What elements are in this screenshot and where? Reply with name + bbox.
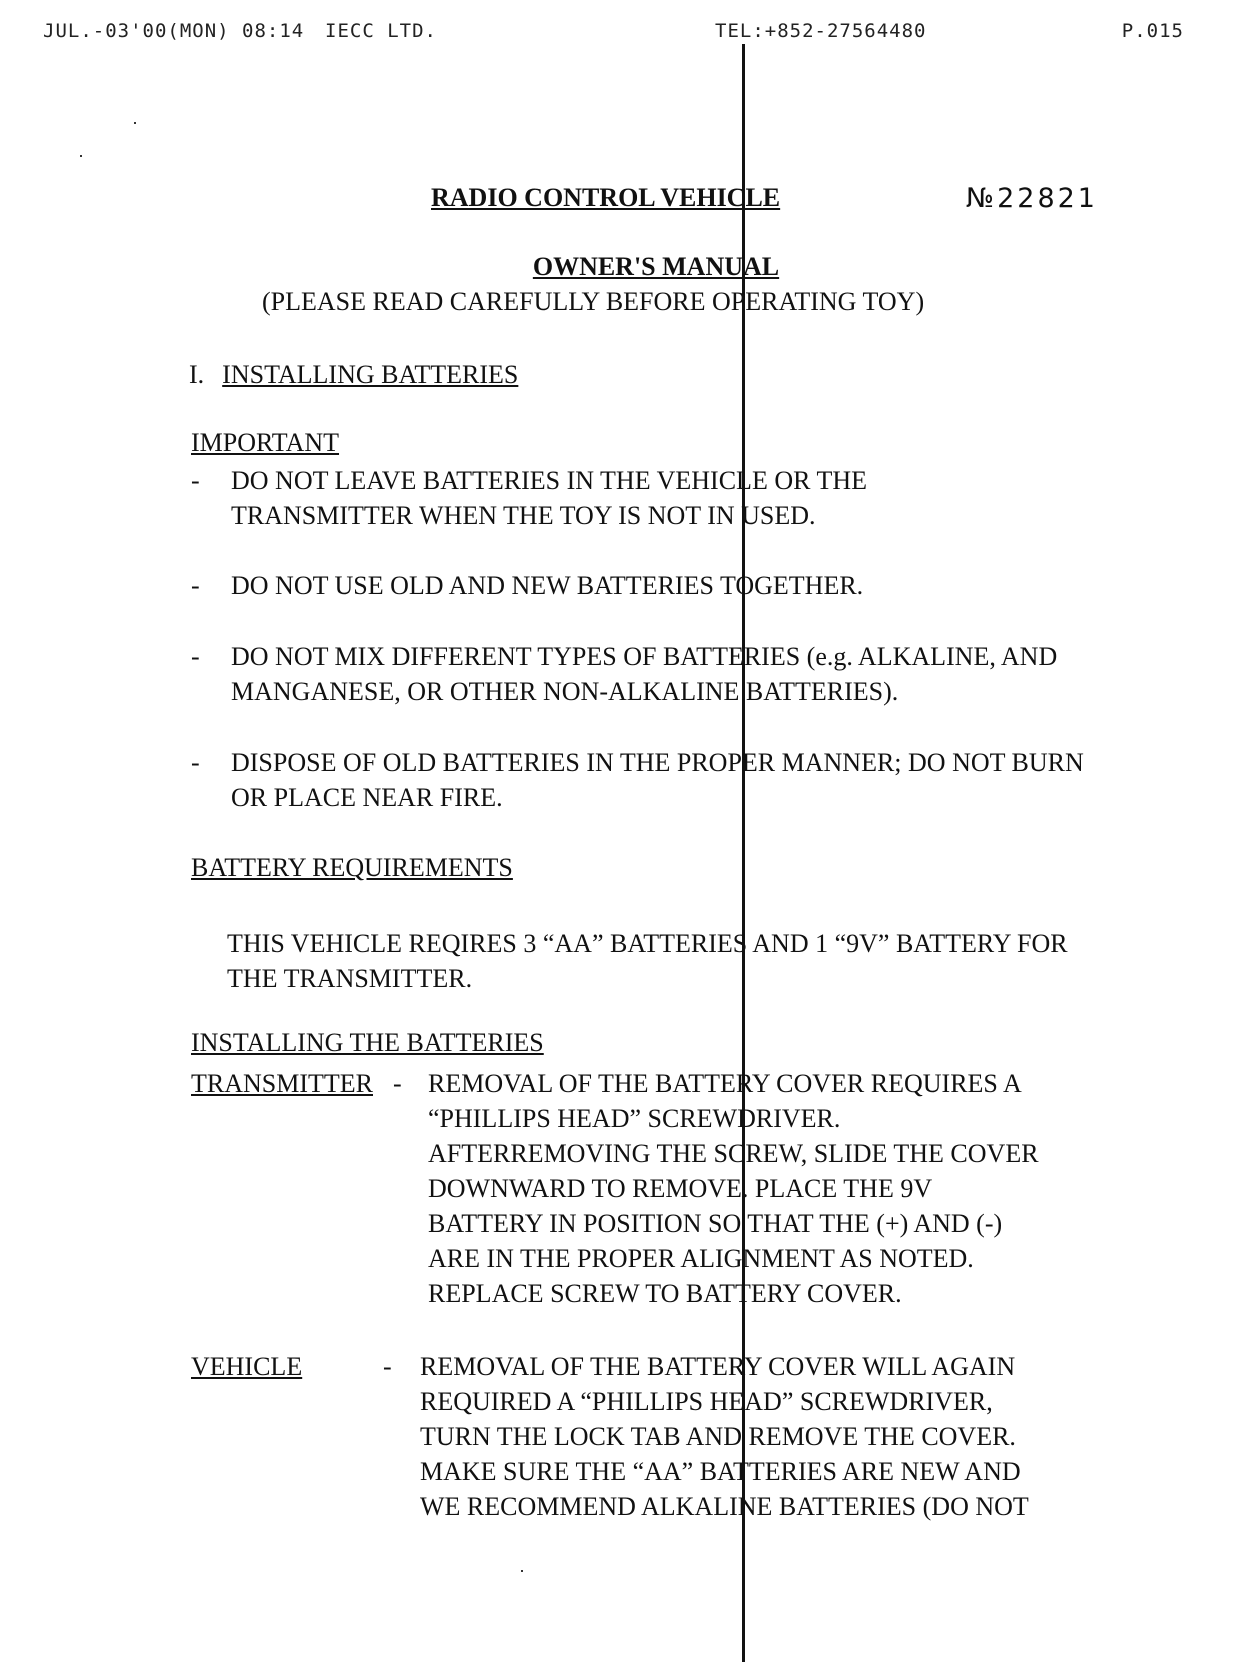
bullet-dash: -	[191, 642, 200, 671]
instruction-line: ARE IN THE PROPER ALIGNMENT AS NOTED.	[428, 1244, 974, 1273]
section-heading	[189, 360, 518, 390]
bullet-dash: -	[191, 748, 200, 777]
important-item-text: DO NOT MIX DIFFERENT TYPES OF BATTERIES (e.g. ALKALINE, AND MANGANESE, OR OTHER NON-ALKALINE BATTERIES).	[231, 642, 1058, 706]
important-heading: IMPORTANT	[191, 428, 340, 457]
read-instruction: (PLEASE READ CAREFULLY BEFORE OPERATING TOY)	[262, 287, 925, 316]
instruction-line: REMOVAL OF THE BATTERY COVER WILL AGAIN	[420, 1352, 1016, 1381]
important-item-text: DO NOT LEAVE BATTERIES IN THE VEHICLE OR THE TRANSMITTER WHEN THE TOY IS NOT IN USED.	[231, 466, 868, 530]
instruction-line: AFTERREMOVING THE SCREW, SLIDE THE COVER	[428, 1139, 1039, 1168]
battery-requirements-text: THIS VEHICLE REQIRES 3 “AA” BATTERIES AND 1 “9V” BATTERY FOR THE TRANSMITTER.	[227, 929, 1068, 993]
scan-speck	[80, 155, 82, 157]
important-item-text: DISPOSE OF OLD BATTERIES IN THE PROPER MANNER; DO NOT BURN OR PLACE NEAR FIRE.	[231, 748, 1084, 812]
instruction-line: MAKE SURE THE “AA” BATTERIES ARE NEW AND	[420, 1457, 1021, 1486]
document-subtitle: OWNER'S MANUAL	[532, 252, 780, 281]
scan-speck	[134, 122, 136, 124]
installing-heading: INSTALLING THE BATTERIES	[191, 1028, 544, 1057]
document-title: RADIO CONTROL VEHICLE	[431, 183, 781, 212]
vehicle-label: VEHICLE	[191, 1352, 303, 1381]
fax-telephone: TEL:+852-27564480	[715, 20, 927, 42]
vehicle-dash: -	[383, 1352, 392, 1381]
vehicle-text	[420, 1349, 1140, 1524]
important-item	[191, 745, 1091, 815]
instruction-line: REQUIRED A “PHILLIPS HEAD” SCREWDRIVER,	[420, 1387, 993, 1416]
transmitter-dash: -	[393, 1069, 402, 1098]
instruction-line: TURN THE LOCK TAB AND REMOVE THE COVER.	[420, 1422, 1016, 1451]
section-title: INSTALLING BATTERIES	[222, 360, 519, 389]
instruction-line: DOWNWARD TO REMOVE. PLACE THE 9V	[428, 1174, 933, 1203]
instruction-line: REMOVAL OF THE BATTERY COVER REQUIRES A	[428, 1069, 1022, 1098]
bullet-dash: -	[191, 571, 200, 600]
bullet-dash: -	[191, 466, 200, 495]
scan-speck	[521, 1570, 523, 1572]
transmitter-text	[428, 1066, 1148, 1311]
serial-number: №22821	[966, 183, 1098, 214]
instruction-line: REPLACE SCREW TO BATTERY COVER.	[428, 1279, 902, 1308]
section-number: I.	[189, 360, 205, 389]
fax-page-number: P.015	[1121, 20, 1184, 42]
transmitter-label: TRANSMITTER	[191, 1069, 373, 1098]
important-item	[191, 463, 981, 533]
important-item	[191, 639, 1091, 709]
important-item	[191, 568, 1131, 603]
instruction-line: “PHILLIPS HEAD” SCREWDRIVER.	[428, 1104, 841, 1133]
fax-date: JUL.-03'00(MON) 08:14	[43, 20, 305, 42]
instruction-line: WE RECOMMEND ALKALINE BATTERIES (DO NOT	[420, 1492, 1029, 1521]
important-item-text: DO NOT USE OLD AND NEW BATTERIES TOGETHER.	[231, 571, 864, 600]
fax-company: IECC LTD.	[325, 20, 437, 42]
fax-header	[43, 20, 1184, 46]
battery-requirements-heading: BATTERY REQUIREMENTS	[191, 853, 513, 882]
instruction-line: BATTERY IN POSITION SO THAT THE (+) AND (-)	[428, 1209, 1003, 1238]
